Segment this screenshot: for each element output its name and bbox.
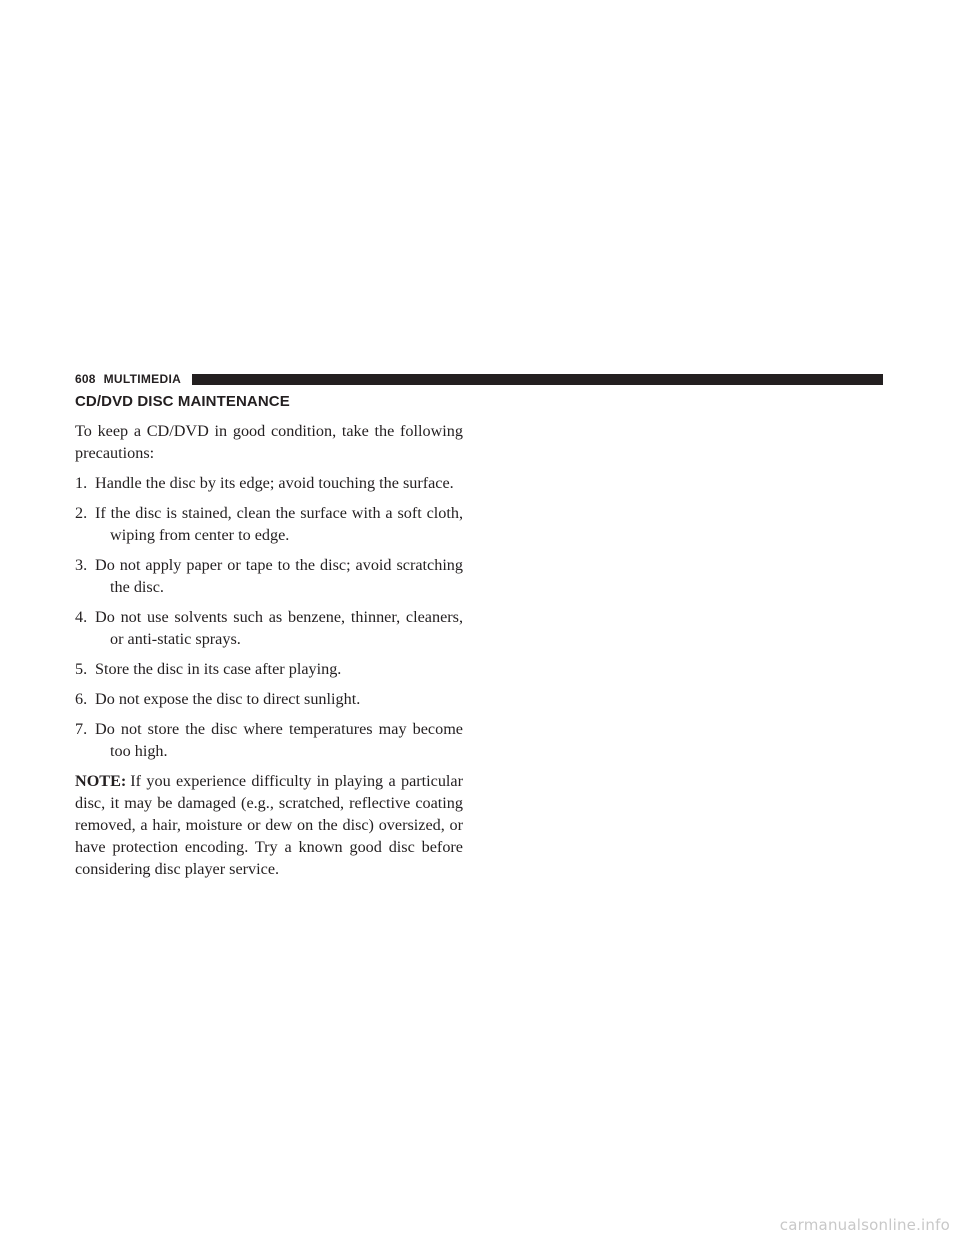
list-item — [75, 472, 463, 494]
content-column — [75, 391, 463, 880]
section-name: MULTIMEDIA — [103, 372, 182, 386]
item-number: 3. — [75, 556, 88, 574]
note-label: NOTE: — [75, 772, 127, 790]
note-text: If you experience difficulty in playing a particular disc, it may be damaged (e.g., scratched, reflective coating removed, a hair, moisture or dew on the disc) oversized, or have protection encoding. Try a known good disc before considering disc player service. — [75, 772, 463, 878]
item-text: Do not expose the disc to direct sunlight. — [95, 690, 361, 708]
intro-paragraph: To keep a CD/DVD in good condition, take the following precautions: — [75, 422, 463, 462]
item-text: Do not apply paper or tape to the disc; avoid scratching the disc. — [95, 556, 463, 596]
page-number: 608 — [75, 372, 96, 386]
section-title: CD/DVD DISC MAINTENANCE — [75, 393, 290, 410]
item-number: 6. — [75, 690, 88, 708]
item-text: Do not use solvents such as benzene, thinner, cleaners, or anti-static sprays. — [95, 608, 463, 648]
item-text: Handle the disc by its edge; avoid touching the surface. — [95, 474, 454, 492]
item-number: 4. — [75, 608, 88, 626]
item-text: Do not store the disc where temperatures may become too high. — [95, 720, 463, 760]
watermark: carmanualsonline.info — [779, 1216, 950, 1234]
note-paragraph — [75, 770, 463, 880]
header-rule — [192, 374, 883, 385]
item-number: 2. — [75, 504, 88, 522]
list-item — [75, 502, 463, 546]
item-number: 7. — [75, 720, 88, 738]
list-item — [75, 554, 463, 598]
list-item — [75, 606, 463, 650]
item-number: 1. — [75, 474, 88, 492]
list-item — [75, 688, 463, 710]
item-text: If the disc is stained, clean the surface with a soft cloth, wiping from center to edge. — [95, 504, 463, 544]
item-number: 5. — [75, 660, 88, 678]
item-text: Store the disc in its case after playing. — [95, 660, 342, 678]
list-item — [75, 658, 463, 680]
list-item — [75, 718, 463, 762]
page-header — [75, 372, 883, 386]
precautions-list — [75, 472, 463, 762]
